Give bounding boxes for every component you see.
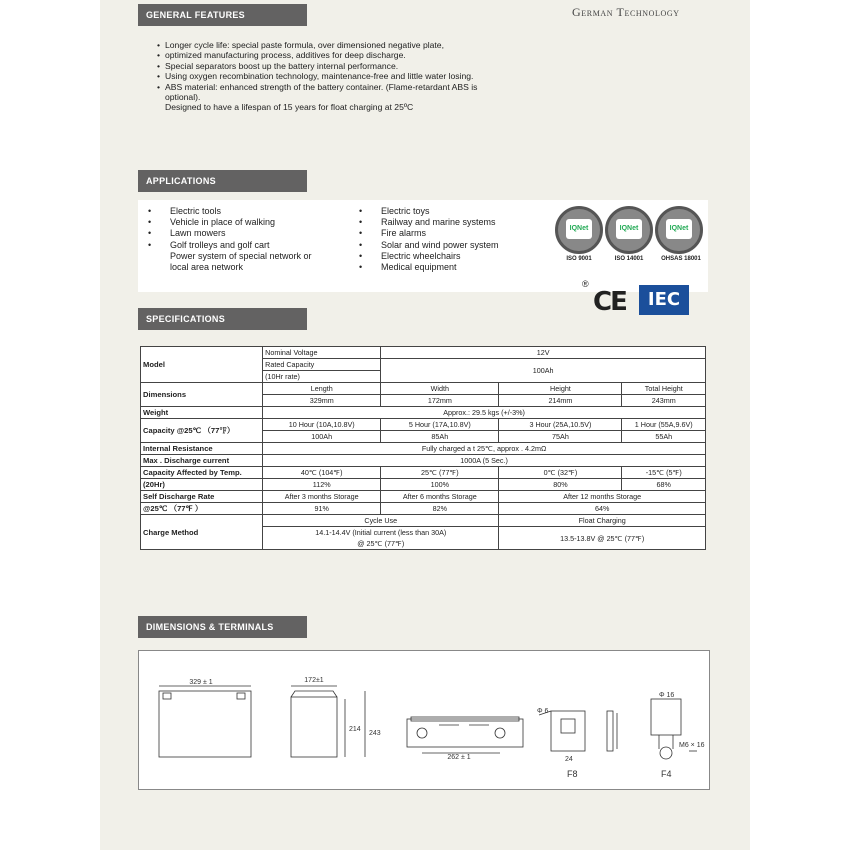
temp-value: 68%	[622, 479, 706, 491]
registered-icon: ®	[582, 279, 589, 289]
float-charging-value: 13.5-13.8V @ 25℃ (77℉)	[499, 527, 706, 550]
capacity-header: 5 Hour (17A,10.8V)	[381, 419, 499, 431]
temp-header: 25℃ (77℉)	[381, 467, 499, 479]
application-item: • Vehicle in place of walking	[148, 217, 312, 228]
ce-mark-icon: CE	[593, 287, 626, 317]
d24-dim: 24	[565, 756, 573, 763]
self-value: 91%	[263, 503, 381, 515]
dim-header: Height	[499, 383, 622, 395]
application-item: • Lawn mowers	[148, 228, 312, 239]
rated-capacity-label: Rated Capacity	[263, 359, 381, 371]
temp-header: 40℃ (104℉)	[263, 467, 381, 479]
feature-item: • Longer cycle life: special paste formula, over dimensioned negative plate,	[157, 40, 527, 50]
ohsas-seal-icon: IQNet	[655, 206, 703, 254]
internal-resistance-value: Fully charged a t 25℃, approx . 4.2mΩ	[263, 443, 706, 455]
temp-value: 112%	[263, 479, 381, 491]
weight-label: Weight	[141, 407, 263, 419]
dim-header: Total Height	[622, 383, 706, 395]
dim-value: 172mm	[381, 395, 499, 407]
m6-dim: M6 × 16	[679, 742, 705, 749]
dimensions-drawing	[138, 650, 710, 790]
total-height-dim: 243	[369, 730, 381, 737]
capacity-label: Capacity @25℃ （77℉）	[141, 419, 263, 443]
feature-item: Designed to have a lifespan of 15 years for float charging at 25ºC	[165, 102, 414, 113]
table-row	[141, 443, 706, 455]
capacity-header: 3 Hour (25A,10.5V)	[499, 419, 622, 431]
applications-right-list	[359, 206, 499, 273]
temp-header: 0℃ (32℉)	[499, 467, 622, 479]
dim-value: 214mm	[499, 395, 622, 407]
temp-value: 100%	[381, 479, 499, 491]
table-row	[141, 479, 706, 491]
application-item: • Electric wheelchairs	[359, 251, 499, 262]
technical-drawing-icon	[139, 651, 711, 791]
max-discharge-value: 1000A (5 Sec.)	[263, 455, 706, 467]
self-discharge-sub-label: @25℃ （77℉ ）	[141, 503, 263, 515]
application-item: local area network	[170, 262, 244, 273]
temp-header: -15℃ (5℉)	[622, 467, 706, 479]
self-header: After 3 months Storage	[263, 491, 381, 503]
table-row	[141, 455, 706, 467]
dimensions-header: DIMENSIONS & TERMINALS	[138, 616, 307, 638]
applications-header: APPLICATIONS	[138, 170, 307, 192]
capacity-header: 1 Hour (55A,9.6V)	[622, 419, 706, 431]
feature-item: • Using oxygen recombination technology, maintenance-free and little water losing.	[157, 71, 527, 81]
cycle-use-header: Cycle Use	[263, 515, 499, 527]
iso14001-seal-icon: IQNet	[605, 206, 653, 254]
charge-method-label: Charge Method	[141, 515, 263, 550]
table-row	[141, 419, 706, 431]
dim-value: 329mm	[263, 395, 381, 407]
application-item: Power system of special network or	[170, 250, 312, 261]
capacity-value: 75Ah	[499, 431, 622, 443]
brand-title: German Technology	[572, 5, 680, 19]
nominal-voltage-label: Nominal Voltage	[263, 347, 381, 359]
rated-capacity-value: 100Ah	[381, 359, 706, 383]
f8-label: F8	[567, 769, 578, 779]
cycle-use-temp: @ 25℃ (77℉)	[263, 538, 499, 550]
feature-item: optional).	[165, 92, 201, 103]
table-row	[141, 383, 706, 395]
applications-left-list	[148, 206, 312, 273]
float-charging-header: Float Charging	[499, 515, 706, 527]
f4-label: F4	[661, 769, 672, 779]
width-dim: 172±1	[304, 677, 324, 684]
dim-header: Width	[381, 383, 499, 395]
terminal-spacing-dim: 262 ± 1	[447, 754, 471, 761]
self-header: After 6 months Storage	[381, 491, 499, 503]
table-row	[141, 503, 706, 515]
table-row	[141, 467, 706, 479]
max-discharge-label: Max . Discharge current	[141, 455, 263, 467]
nominal-voltage-value: 12V	[381, 347, 706, 359]
rated-capacity-sub: (10Hr rate)	[263, 371, 381, 383]
temp-sub-label: (20Hr)	[141, 479, 263, 491]
model-label: Model	[141, 347, 263, 383]
temp-value: 80%	[499, 479, 622, 491]
capacity-value: 55Ah	[622, 431, 706, 443]
temp-label: Capacity Affected by Temp.	[141, 467, 263, 479]
capacity-header: 10 Hour (10A,10.8V)	[263, 419, 381, 431]
application-item: • Railway and marine systems	[359, 217, 499, 228]
capacity-value: 100Ah	[263, 431, 381, 443]
application-item: • Medical equipment	[359, 262, 499, 273]
feature-item: • Special separators boost up the battery internal performance.	[157, 61, 527, 71]
dim-header: Length	[263, 383, 381, 395]
iso9001-label: ISO 9001	[566, 256, 592, 262]
application-item: • Golf trolleys and golf cart	[148, 240, 312, 251]
phi16-dim: Φ 16	[659, 692, 675, 699]
table-row	[141, 491, 706, 503]
height-dim: 214	[349, 726, 361, 733]
application-item: • Electric toys	[359, 206, 499, 217]
dimensions-label: Dimensions	[141, 383, 263, 407]
application-item: • Electric tools	[148, 206, 312, 217]
application-item: • Fire alarms	[359, 228, 499, 239]
ohsas-label: OHSAS 18001	[661, 256, 701, 262]
application-item: • Solar and wind power system	[359, 240, 499, 251]
self-discharge-label: Self Discharge Rate	[141, 491, 263, 503]
cycle-use-value: 14.1-14.4V (Initial current (less than 30A)	[263, 527, 499, 539]
table-row	[141, 407, 706, 419]
specifications-header: SPECIFICATIONS	[138, 308, 307, 330]
table-row	[141, 515, 706, 527]
features-list	[157, 40, 527, 113]
iec-logo-icon: IEC	[639, 285, 689, 315]
phi6-dim: Φ 6	[537, 708, 549, 715]
feature-item: • ABS material: enhanced strength of the battery container. (Flame-retardant ABS is	[157, 82, 527, 92]
specifications-table	[140, 346, 706, 550]
iso14001-label: ISO 14001	[614, 256, 644, 262]
general-features-header: GENERAL FEATURES	[138, 4, 307, 26]
feature-item: • optimized manufacturing process, additives for deep discharge.	[157, 50, 527, 60]
dim-value: 243mm	[622, 395, 706, 407]
iso9001-seal-icon: IQNet	[555, 206, 603, 254]
self-header: After 12 months Storage	[499, 491, 706, 503]
length-dim: 329 ± 1	[189, 679, 213, 686]
internal-resistance-label: Internal Resistance	[141, 443, 263, 455]
self-value: 64%	[499, 503, 706, 515]
table-row	[141, 347, 706, 359]
capacity-value: 85Ah	[381, 431, 499, 443]
self-value: 82%	[381, 503, 499, 515]
weight-value: Approx.: 29.5 kgs (+/-3%)	[263, 407, 706, 419]
